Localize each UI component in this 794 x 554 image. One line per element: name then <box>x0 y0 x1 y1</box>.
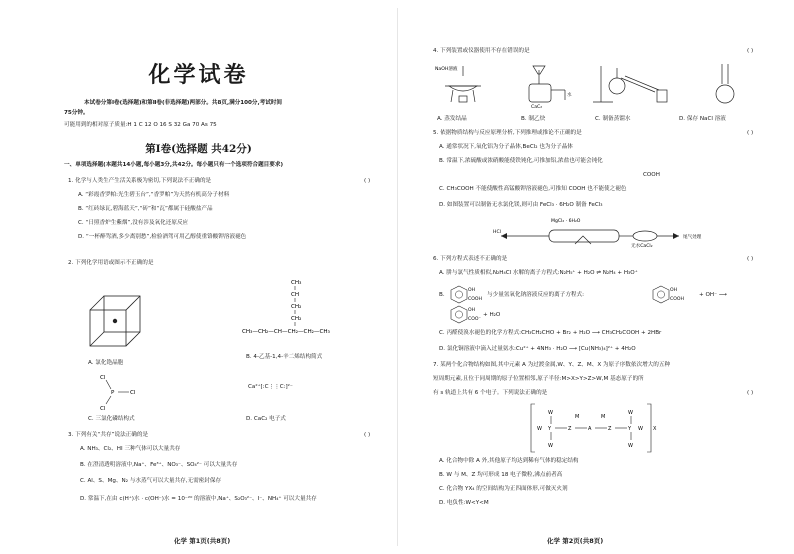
q5-option-a: A. 通常状况下,氧化铝为分子晶体,BeCl₂ 也为分子晶体 <box>439 144 573 150</box>
cac2-electron-formula: Ca²⁺[:C⋮⋮C:]²⁻ <box>248 384 293 390</box>
q5-answer-blank: ( ) <box>747 130 754 136</box>
q1-answer-blank: ( ) <box>364 178 371 184</box>
q7-atom-a: A <box>588 426 592 432</box>
pcl3-cl-top: Cl <box>100 375 106 381</box>
q3-stem: 3. 下列有关“共存”说法正确的是 <box>68 432 149 438</box>
q6-answer-blank: ( ) <box>747 256 754 262</box>
q6-option-c: C. 丙醛使溴水褪色的化学方程式:CH₃CH₂CHO + Br₂ + H₂O ⟶ CH₃CH₂COOH + 2HBr <box>439 330 662 336</box>
q2-option-b: B. 4-乙基-1,4-辛二烯结构简式 <box>246 354 323 360</box>
q7-atom-w-left: W <box>537 426 542 432</box>
q7-stem-line1: 7. 某两个化合物结构如图,其中元素 A 为过渡金属,W、Y、Z、M、X 为原子序数依次增大的五种 <box>433 362 671 368</box>
q6-option-b-label: B. <box>439 292 445 298</box>
exam-title: 化学试卷 <box>148 62 249 88</box>
q1-option-b: B. “红砖绿瓦,碧海蓝天”,“砖”和“瓦”都属于硅酸盐产品 <box>78 206 213 212</box>
q4-naoh-label: NaOH溶液 <box>435 67 458 72</box>
q5-tail-gas-label: 尾气处理 <box>683 235 702 240</box>
branch-ch2-label-2: CH₂ <box>291 304 302 310</box>
q1-option-c: C. “日照香炉生紫烟”,没有涉及氧化还原反应 <box>78 220 189 226</box>
svg-text:COO⁻: COO⁻ <box>468 317 481 322</box>
branch-ch2-label-3: CH₂ <box>291 316 302 322</box>
q7-atom-w-top-left: W <box>548 410 553 416</box>
exam-intro-line1: 本试卷分第Ⅰ卷(选择题)和第Ⅱ卷(非选择题)两部分。共8页,满分100分,考试时间 <box>84 100 283 106</box>
q1-stem: 1. 化学与人类生产生活关系极为密切,下列说法不正确的是 <box>68 178 212 184</box>
salicylic-acid-structure-2 <box>651 284 683 306</box>
salicylate-structure <box>449 304 481 326</box>
q7-atom-x: X <box>653 426 657 432</box>
q7-stem-line2: 短周期元素,且位于同周期的原子位置相邻,原子半径:M>X>Y>Z>W,M 基态原子的所 <box>433 376 644 382</box>
q7-atom-z-left: Z <box>568 426 572 432</box>
q7-option-a: A. 化合物中除 A 外,其他原子均达到稀有气体的稳定结构 <box>439 458 579 464</box>
q7-option-d: D. 电负性:W<Y<M <box>439 500 489 506</box>
page1-footer: 化学 第1页(共8页) <box>174 537 231 545</box>
svg-text:COOH: COOH <box>468 297 482 302</box>
q6-option-a: A. 肼与氯气性质相似,N₂H₄Cl 水解的离子方程式:N₂H₅⁺ + H₂O ⇌ N₂H₄ + H₃O⁺ <box>439 270 638 276</box>
cscl-unit-cell-figure <box>86 292 146 356</box>
q7-atom-y-right: Y <box>628 426 632 432</box>
page2-footer: 化学 第2页(共8页) <box>547 537 604 545</box>
q1-option-d: D. “一杯醉驾酒,多少离别愁”,检验酒驾可用乙醇使重铬酸钾溶液褪色 <box>78 234 247 240</box>
main-chain-label: CH₃—CH₂—CH—CH₂—CH₂—CH₃ <box>242 329 330 335</box>
salicylic-acid-structure-1 <box>449 284 481 306</box>
pcl3-cl-right: Cl <box>130 390 136 396</box>
q6-option-d: D. 氯化铜溶液中滴入过量氨水:Cu²⁺ + 4NH₃ · H₂O ⟶ [Cu(NH₃)₄]²⁺ + 4H₂O <box>439 346 636 352</box>
q3-option-b: B. 在澄清透明溶液中,Na⁺、Fe³⁺、NO₃⁻、SO₄²⁻ 可以大量共存 <box>80 462 238 468</box>
atomic-mass-note: 可能用到的相对原子质量:H 1 C 12 O 16 S 32 Ga 70 As 75 <box>64 122 217 128</box>
svg-text:OH: OH <box>670 288 678 293</box>
exam-page-2 <box>397 0 794 554</box>
q7-atom-w-bottom-left: W <box>548 443 553 449</box>
q4-water-label: 水 <box>567 93 572 98</box>
q6-stem: 6. 下列方程式表述不正确的是 <box>433 256 508 262</box>
q5-dehydration-apparatus <box>493 214 733 248</box>
q7-atom-m-right: M <box>601 414 606 420</box>
q4-apparatus-figures <box>435 62 755 112</box>
q7-atom-z-right: Z <box>608 426 612 432</box>
q4-option-a: A. 蒸发结晶 <box>437 116 467 122</box>
q3-option-c: C. Al、S、Mg、N₂ 与水蒸气可以大量共存,无需密封保存 <box>80 478 222 484</box>
q2-option-a: A. 氯化铯晶胞 <box>88 360 124 366</box>
q4-stem: 4. 下列装置或仪器使用不存在错误的是 <box>433 48 530 54</box>
q7-compound-structure <box>529 402 659 454</box>
q6-option-b-text: 与少量氢氧化钠溶液反应的离子方程式: <box>487 292 584 298</box>
q7-option-b: B. W 与 M、Z 均可形成 18 电子微粒,沸点前者高 <box>439 472 563 478</box>
q5-mgcl2-label: MgCl₂ · 6H₂O <box>551 219 581 224</box>
svg-text:OH: OH <box>468 288 476 293</box>
branch-ch3-label: CH₃ <box>291 280 302 286</box>
section-heading: 第Ⅰ卷(选择题 共42分) <box>145 143 252 155</box>
q2-option-c: C. 三氯化磷结构式 <box>88 416 135 422</box>
q4-cac2-label: CaC₂ <box>531 105 543 110</box>
q5-option-c: C. CH₃COOH 不能使酸性高锰酸钾溶液褪色,可推知 COOH 也不能使之褪色 <box>439 186 627 192</box>
q5-cacl2-label: 无水CaCl₂ <box>631 244 653 249</box>
q6-option-b-product: + H₂O <box>483 312 501 318</box>
q5-cooh-label: COOH <box>643 172 660 178</box>
q7-atom-w-right: W <box>638 426 643 432</box>
q6-option-b-end: + OH⁻ ⟶ <box>699 292 727 298</box>
q4-option-c: C. 制备蒸馏水 <box>595 116 631 122</box>
q5-stem: 5. 依据物质结构与反应原理分析,下列推理或推论不正确的是 <box>433 130 582 136</box>
exam-intro-line2: 75分钟。 <box>64 110 89 116</box>
q4-option-d: D. 保存 NaCl 溶液 <box>679 116 726 122</box>
q4-answer-blank: ( ) <box>747 48 754 54</box>
q2-option-d: D. CaC₂ 电子式 <box>246 416 286 422</box>
q1-option-a: A. “彩霞香罗帕:光生碧玉台”,“香罗帕”为天然有机高分子材料 <box>78 192 230 198</box>
pcl3-structure-figure <box>96 372 136 412</box>
part1-heading: 一、单项选择题(本题共14小题,每小题3分,共42分。每小题只有一个选项符合题目要求) <box>64 162 284 168</box>
q7-atom-w-top-right: W <box>628 410 633 416</box>
pcl3-cl-bottom: Cl <box>100 406 106 412</box>
q7-stem-line3: 有 s 轨道上共有 6 个电子。下列说法正确的是 <box>433 390 548 396</box>
q7-answer-blank: ( ) <box>747 390 754 396</box>
q4-option-b: B. 制乙炔 <box>521 116 546 122</box>
q7-atom-w-bottom-right: W <box>628 443 633 449</box>
q7-option-c: C. 化合物 YX₄ 的空间结构为正四面体形,可做灭火剂 <box>439 486 568 492</box>
q7-atom-m-left: M <box>575 414 580 420</box>
octadiene-structure-figure <box>236 278 386 350</box>
q5-option-d: D. 如图装置可以制备无水氯化镁,则可由 FeCl₃ · 6H₂O 制备 FeCl₃ <box>439 202 603 208</box>
q2-stem: 2. 下列化学用语或图示不正确的是 <box>68 260 154 266</box>
pcl3-p: P <box>111 390 115 396</box>
q3-option-d: D. 常温下,在由 c(H⁺)水 · c(OH⁻)水 = 10⁻²⁰ 的溶液中,Na⁺、S₂O₃²⁻、I⁻、NH₄⁺ 可以大量共存 <box>80 496 317 502</box>
q5-option-b: B. 常温下,浓硫酸或浓硝酸能使铁钝化,可推加铝,浓盐也可能会钝化 <box>439 158 603 164</box>
q3-answer-blank: ( ) <box>364 432 371 438</box>
svg-text:OH: OH <box>468 308 476 313</box>
q3-option-a: A. NH₃、Cl₂、HI 三种气体可以大量共存 <box>80 446 181 452</box>
branch-ch2-label-1: CH <box>291 292 300 298</box>
svg-text:COOH: COOH <box>670 297 684 302</box>
q7-atom-y-left: Y <box>548 426 552 432</box>
q5-hcl-label: HCl <box>493 230 501 235</box>
